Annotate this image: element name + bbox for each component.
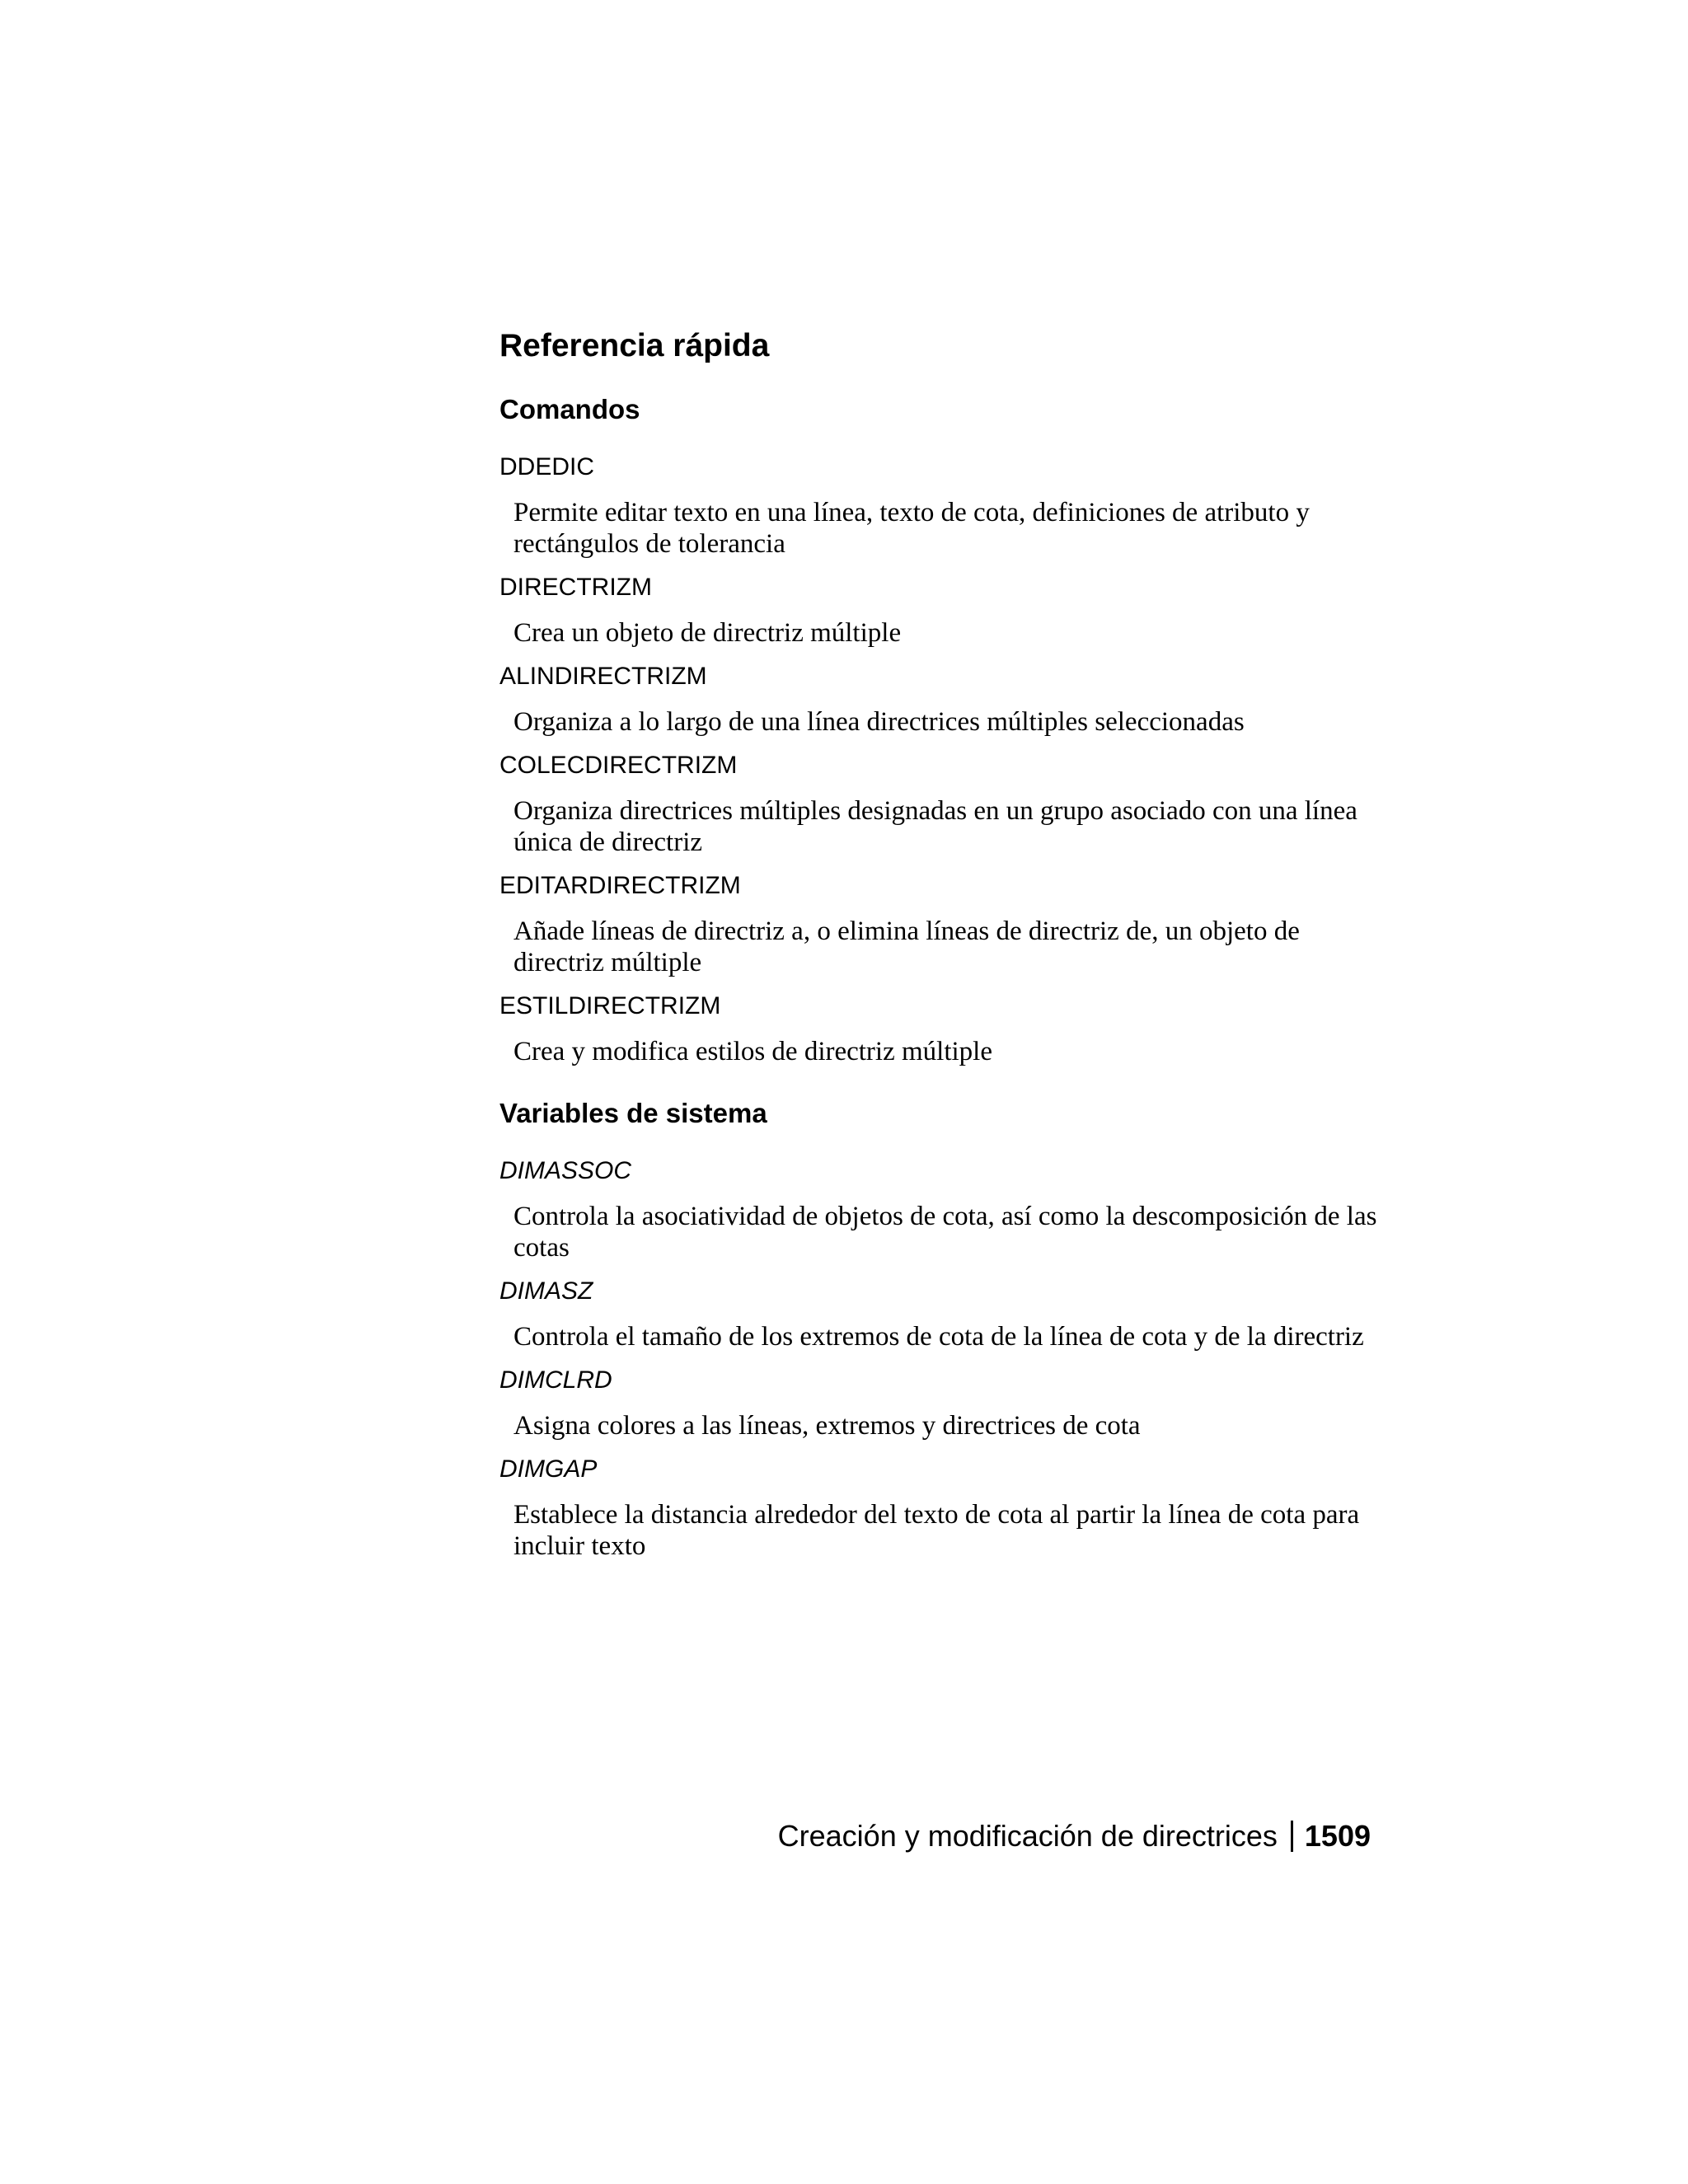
variable-entry <box>499 1364 1381 1441</box>
commands-heading: Comandos <box>499 394 640 424</box>
variable-description: Establece la distancia alrededor del texto de cota al partir la línea de cota para incluir texto <box>513 1500 1360 1561</box>
variable-name: DIMASSOC <box>499 1157 632 1184</box>
variables-heading: Variables de sistema <box>499 1098 767 1128</box>
page-number: 1509 <box>1304 1819 1371 1853</box>
variable-entry <box>499 1275 1381 1352</box>
page-content <box>499 326 1381 1573</box>
section-heading: Referencia rápida <box>499 328 770 363</box>
command-name: ALINDIRECTRIZM <box>499 663 707 690</box>
variable-entry <box>499 1155 1381 1263</box>
variable-description: Asigna colores a las líneas, extremos y directrices de cota <box>513 1411 1141 1441</box>
command-entry <box>499 571 1381 649</box>
command-name: EDITARDIRECTRIZM <box>499 872 741 899</box>
command-description: Añade líneas de directriz a, o elimina líneas de directriz de, un objeto de directriz múltiple <box>513 916 1300 977</box>
footer-separator <box>1291 1821 1293 1852</box>
command-entry <box>499 869 1381 978</box>
command-name: DIRECTRIZM <box>499 574 652 601</box>
command-name: DDEDIC <box>499 453 595 480</box>
variable-name: DIMASZ <box>499 1277 593 1305</box>
variable-name: DIMCLRD <box>499 1366 612 1394</box>
page-footer <box>778 1818 1371 1854</box>
command-name: ESTILDIRECTRIZM <box>499 992 721 1019</box>
command-description: Organiza directrices múltiples designadas en un grupo asociado con una línea única de directriz <box>513 796 1357 857</box>
command-entry <box>499 660 1381 738</box>
command-description: Organiza a lo largo de una línea directrices múltiples seleccionadas <box>513 707 1245 737</box>
command-name: COLECDIRECTRIZM <box>499 752 738 779</box>
command-entry <box>499 990 1381 1067</box>
chapter-title: Creación y modificación de directrices <box>777 1819 1278 1853</box>
variable-description: Controla la asociatividad de objetos de cota, así como la descomposición de las cotas <box>513 1202 1377 1263</box>
command-description: Crea un objeto de directriz múltiple <box>513 618 902 648</box>
variable-description: Controla el tamaño de los extremos de cota de la línea de cota y de la directriz <box>513 1322 1364 1352</box>
command-entry <box>499 451 1381 560</box>
variable-entry <box>499 1453 1381 1562</box>
command-description: Permite editar texto en una línea, texto de cota, definiciones de atributo y rectángulos de tolerancia <box>513 498 1310 559</box>
command-description: Crea y modifica estilos de directriz múltiple <box>513 1037 992 1066</box>
variable-name: DIMGAP <box>499 1455 598 1483</box>
command-entry <box>499 749 1381 858</box>
